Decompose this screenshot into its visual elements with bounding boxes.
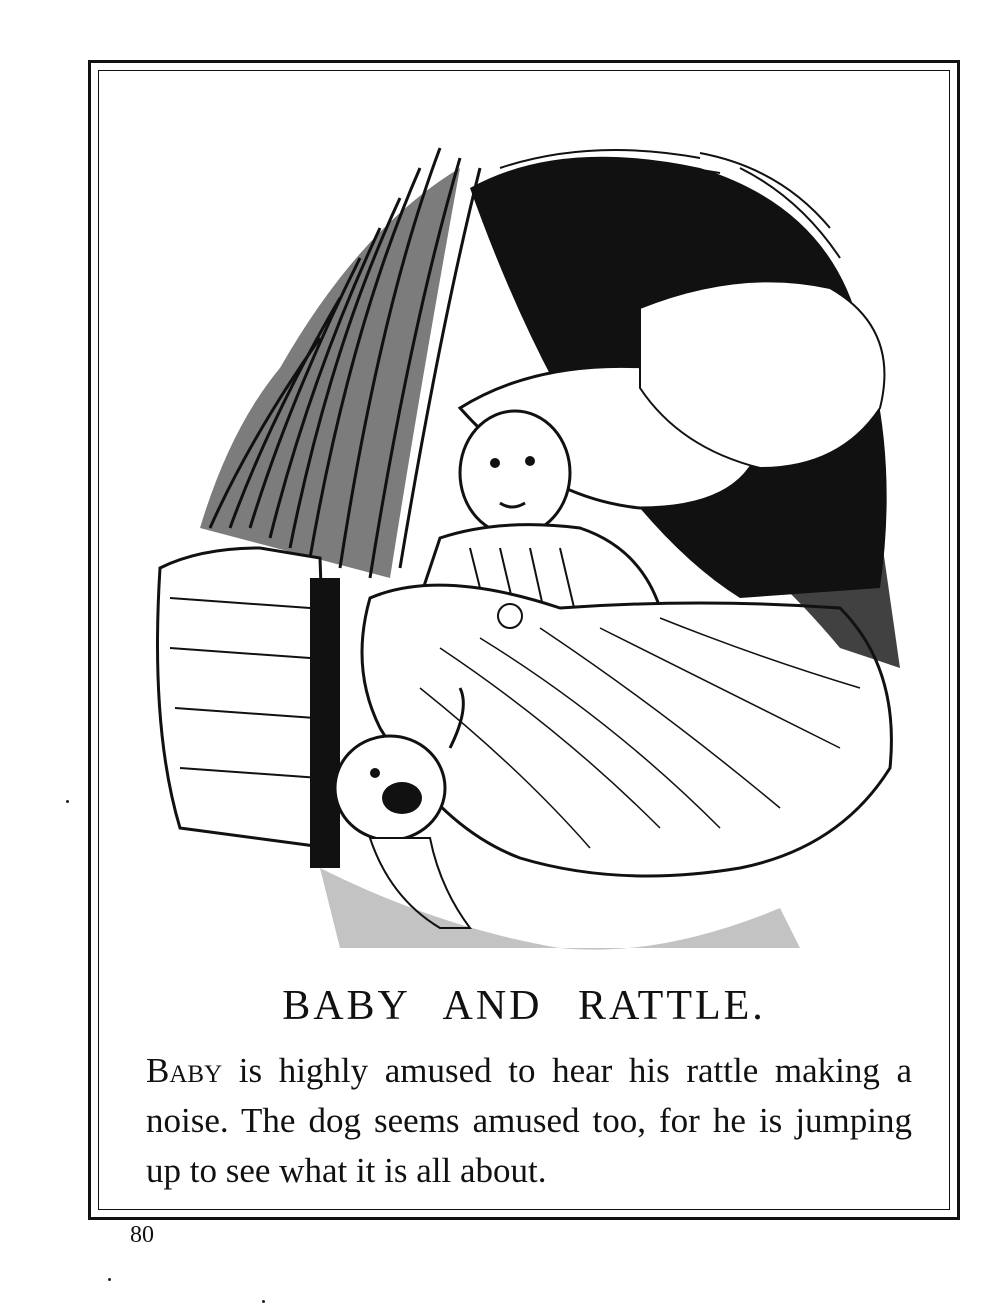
caption-body: [146, 1046, 912, 1196]
caption-text: is highly amused to hear his rattle making a noise. The dog seems amused too, for he is jumping up to see what it is all about.: [146, 1051, 912, 1190]
print-speck: [262, 1300, 265, 1303]
engraving-illustration: [140, 128, 910, 958]
caption-title: BABY AND RATTLE.: [282, 983, 766, 1029]
print-speck: [108, 1278, 111, 1281]
page-number: 80: [130, 1222, 154, 1248]
print-speck: [66, 800, 69, 803]
caption-lead-word: Baby: [146, 1051, 223, 1090]
